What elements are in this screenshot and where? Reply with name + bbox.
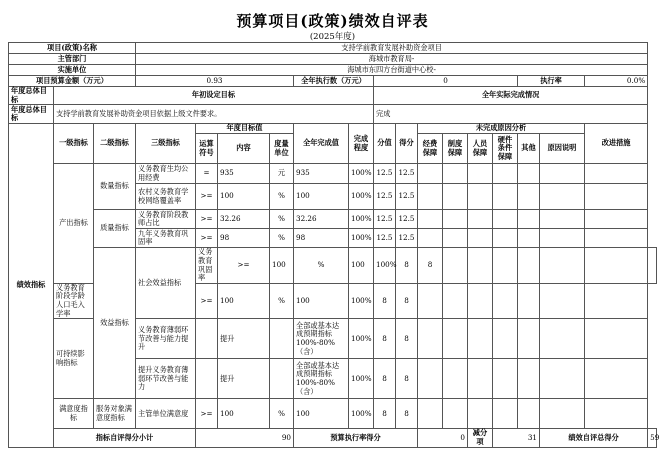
actual-goal-header: 全年实际完成情况 — [374, 87, 648, 105]
group-satisfaction: 满意度指标 — [54, 399, 94, 429]
header-op: 运算符号 — [196, 134, 218, 164]
group-sustain: 可持续影响指标 — [54, 319, 94, 399]
row-name: 农村义务教育学校网络覆盖率 — [136, 184, 196, 210]
row-score: 8 — [374, 319, 396, 359]
row-content: 100 — [218, 283, 270, 319]
row-unit — [270, 359, 294, 399]
unit-value: 海城市东四方台街道中心校- — [136, 65, 648, 76]
row-degree: 100% — [349, 164, 374, 184]
row-content: 100 — [218, 184, 270, 210]
row-name: 九年义务教育巩固率 — [136, 229, 196, 248]
row-score: 8 — [374, 283, 396, 319]
row-degree: 100% — [349, 319, 374, 359]
row-degree: 100% — [349, 184, 374, 210]
header-row-1 — [9, 124, 657, 134]
project-name-label: 项目(政策)名称 — [9, 43, 136, 54]
row-op — [196, 359, 218, 399]
group-benefit: 效益指标 — [94, 248, 136, 399]
header-r-hw: 硬件条件保障 — [493, 134, 518, 164]
info-row-dept — [9, 54, 657, 65]
row-degree: 100% — [349, 359, 374, 399]
row-op: >= — [196, 399, 218, 429]
row-op: = — [196, 164, 218, 184]
header-improve: 改进措施 — [585, 124, 648, 164]
row-score: 12.5 — [374, 229, 396, 248]
row-value: 935 — [294, 164, 349, 184]
header-lvl2: 二级指标 — [94, 124, 136, 164]
goals-content-row — [9, 105, 657, 124]
header-got: 得分 — [396, 124, 418, 164]
row-value: 100 — [294, 184, 349, 210]
row-content: 98 — [218, 229, 270, 248]
row-op: >= — [196, 283, 218, 319]
initial-goal-header: 年初设定目标 — [54, 87, 374, 105]
row-content: 100 — [270, 248, 294, 284]
total-score-value: 59 — [648, 429, 657, 447]
row-content: 提升 — [218, 319, 270, 359]
row-got: 12.5 — [396, 210, 418, 229]
row-score: 12.5 — [374, 164, 396, 184]
row-score: 8 — [374, 399, 396, 429]
row-value: 32.26 — [294, 210, 349, 229]
row-score: 8 — [396, 248, 418, 284]
header-r-other: 其他 — [518, 134, 540, 164]
footer-row — [9, 429, 657, 447]
perf-indicator-label: 绩效指标 — [9, 124, 54, 447]
row-unit: % — [294, 248, 349, 284]
overall-goal-label: 年度总体目标 — [9, 87, 54, 105]
header-lvl1: 一级指标 — [54, 124, 94, 164]
row-value: 100 — [294, 283, 349, 319]
header-full-value: 全年完成值 — [294, 124, 349, 164]
group-output: 产出指标 — [54, 164, 94, 284]
header-lvl3: 三级指标 — [136, 124, 196, 164]
row-name: 提升义务教育薄弱环节改善与能力 — [136, 359, 196, 399]
row-degree: 100% — [349, 399, 374, 429]
row-got: 8 — [396, 399, 418, 429]
row-score: 8 — [374, 359, 396, 399]
executed-value: 0 — [374, 76, 518, 87]
row-op: >= — [196, 229, 218, 248]
row-value: 全部或基本达成预期指标100%-80%（含） — [294, 319, 349, 359]
self-score-label: 指标自评得分小计 — [54, 429, 196, 447]
row-score: 12.5 — [374, 184, 396, 210]
header-target-group: 年度目标值 — [196, 124, 294, 134]
evaluation-table — [8, 42, 660, 448]
row-value: 98 — [294, 229, 349, 248]
row-content: 提升 — [218, 359, 270, 399]
budget-score-label: 预算执行率得分 — [294, 429, 418, 447]
overall-goal-label-2: 年度总体目标 — [9, 105, 54, 124]
dept-value: 海城市教育局- — [136, 54, 648, 65]
row-got: 12.5 — [396, 184, 418, 210]
header-r-desc: 原因说明 — [540, 134, 585, 164]
row-content: 100 — [218, 399, 270, 429]
header-r-econ: 经费保障 — [418, 134, 443, 164]
row-got: 8 — [396, 319, 418, 359]
row-op: >= — [196, 184, 218, 210]
dept-label: 主管部门 — [9, 54, 136, 65]
row-content: 935 — [218, 164, 270, 184]
info-row-budget — [9, 76, 657, 87]
rate-value: 0.0% — [585, 76, 648, 87]
table-row — [9, 210, 657, 229]
row-op: >= — [196, 210, 218, 229]
row-value: 100 — [294, 399, 349, 429]
deduct-value: 31 — [493, 429, 540, 447]
row-unit: % — [270, 229, 294, 248]
row-unit — [270, 319, 294, 359]
table-row — [9, 248, 657, 284]
budget-value: 0.93 — [136, 76, 294, 87]
row-degree: 100% — [349, 210, 374, 229]
rate-label: 执行率 — [518, 76, 585, 87]
row-name: 义务教育薄弱环节改善与能力提升 — [136, 319, 196, 359]
header-r-sys: 制度保障 — [443, 134, 468, 164]
row-got: 8 — [418, 248, 443, 284]
header-reason-group: 未完成原因分析 — [418, 124, 585, 134]
info-row-unit — [9, 65, 657, 76]
row-name: 主管单位满意度 — [136, 399, 196, 429]
info-row-project — [9, 43, 657, 54]
row-op: >= — [218, 248, 270, 284]
page-subtitle-year: (2025年度) — [309, 32, 356, 42]
executed-label: 全年执行数（万元） — [294, 76, 374, 87]
actual-goal-text: 完成 — [374, 105, 648, 124]
header-score: 分值 — [374, 124, 396, 164]
header-degree: 完成程度 — [349, 124, 374, 164]
row-name: 义务教育生均公用经费 — [136, 164, 196, 184]
row-content: 32.26 — [218, 210, 270, 229]
row-name: 义务教育巩固率 — [196, 248, 218, 284]
row-score: 12.5 — [374, 210, 396, 229]
group-social: 社会效益指标 — [136, 248, 196, 319]
row-name: 义务教育阶段学龄人口毛入学率 — [54, 283, 94, 319]
page-title: 预算项目(政策)绩效自评表 — [236, 12, 429, 30]
row-unit: % — [270, 283, 294, 319]
total-score-label: 绩效自评总得分 — [540, 429, 648, 447]
row-got: 8 — [396, 359, 418, 399]
row-degree: 100% — [349, 229, 374, 248]
row-unit: 元 — [270, 164, 294, 184]
budget-label: 项目预算金额（万元） — [9, 76, 136, 87]
row-name: 义务教育阶段教师占比 — [136, 210, 196, 229]
budget-score-value: 0 — [418, 429, 468, 447]
row-got: 12.5 — [396, 164, 418, 184]
project-name-value: 支持学前教育发展补助资金项目 — [136, 43, 648, 54]
row-got: 8 — [396, 283, 418, 319]
group-service: 服务对象满意度指标 — [94, 399, 136, 429]
row-value: 全部或基本达成预期指标100%-80%（含） — [294, 359, 349, 399]
table-row — [9, 164, 657, 184]
row-unit: % — [270, 399, 294, 429]
row-got: 12.5 — [396, 229, 418, 248]
header-content: 内容 — [218, 134, 270, 164]
deduct-label: 减分项 — [468, 429, 493, 447]
unit-label: 实施单位 — [9, 65, 136, 76]
row-unit: % — [270, 210, 294, 229]
group-quantity: 数量指标 — [94, 164, 136, 210]
row-unit: % — [270, 184, 294, 210]
group-quality: 质量指标 — [94, 210, 136, 248]
goals-header-row — [9, 87, 657, 105]
row-op — [196, 319, 218, 359]
header-r-staff: 人员保障 — [468, 134, 493, 164]
initial-goal-text: 支持学前教育发展补助资金项目依据上级文件要求。 — [54, 105, 374, 124]
row-degree: 100% — [349, 283, 374, 319]
table-row — [9, 399, 657, 429]
row-degree: 100% — [374, 248, 396, 284]
self-score-value: 90 — [196, 429, 294, 447]
header-unit: 度量单位 — [270, 134, 294, 164]
row-value: 100 — [349, 248, 374, 284]
